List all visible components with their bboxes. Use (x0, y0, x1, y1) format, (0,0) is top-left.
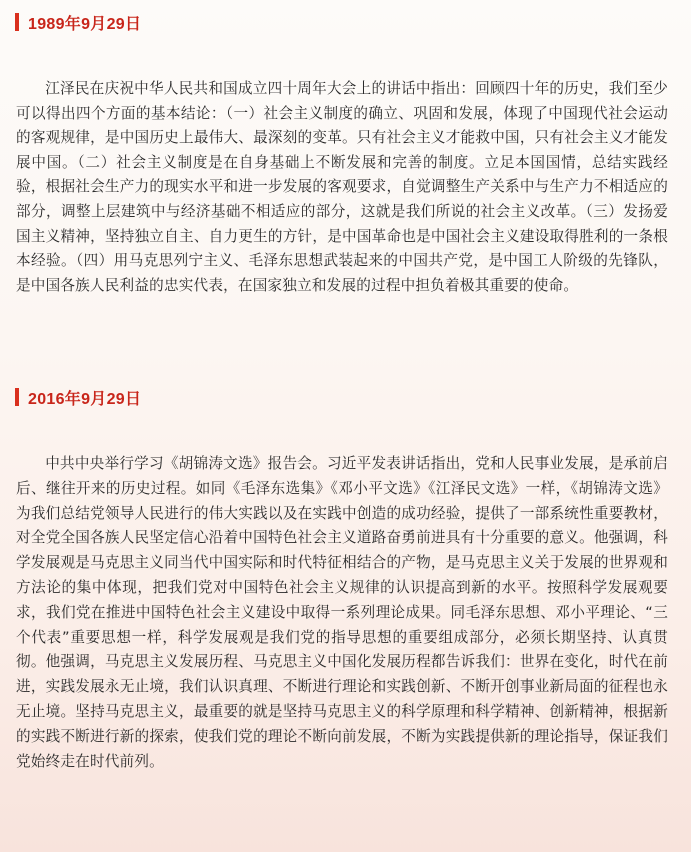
date-heading (0, 375, 691, 419)
date-label: 2016年9月29日 (28, 390, 142, 408)
date-label: 1989年9月29日 (28, 15, 142, 33)
history-entry-1989 (0, 0, 691, 294)
history-entry-2016 (0, 375, 691, 770)
date-heading (0, 0, 691, 44)
accent-bar-icon (15, 13, 19, 31)
accent-bar-icon (15, 388, 19, 406)
entry-paragraph: 中共中央举行学习《胡锦涛文选》报告会。习近平发表讲话指出，党和人民事业发展，是承前启后、继往开来的历史过程。如同《毛泽东选集》《邓小平文选》《江泽民文选》一样，《胡锦涛文选》为我们总结党领导人民进行的伟大实践以及在实践中创造的成功经验，提供了一部系统性重要教材，对全党全国各族人民坚定信心沿着中国特色社会主义道路奋勇前进具有十分重要的意义。他强调，科学发展观是马克思主义同当代中国实际和时代特征相结合的产物，是马克思主义关于发展的世界观和方法论的集中体现，把我们党对中国特色社会主义规律的认识提高到新的水平。按照科学发展观要求，我们党在推进中国特色社会主义建设中取得一系列理论成果。同毛泽东思想、邓小平理论、“三个代表”重要思想一样，科学发展观是我们党的指导思想的重要组成部分，必须长期坚持、认真贯彻。他强调，马克思主义发展历程、马克思主义中国化发展历程都告诉我们：世界在变化，时代在前进，实践发展永无止境，我们认识真理、不断进行理论和实践创新、不断开创事业新局面的征程也永无止境。坚持马克思主义，最重要的就是坚持马克思主义的科学原理和科学精神、创新精神，根据新的实践不断进行新的探索，使我们党的理论不断向前发展，不断为实践提供新的理论指导，保证我们党始终走在时代前列。 (16, 455, 668, 770)
entry-paragraph: 江泽民在庆祝中华人民共和国成立四十周年大会上的讲话中指出：回顾四十年的历史，我们至少可以得出四个方面的基本结论：（一）社会主义制度的确立、巩固和发展，体现了中国现代社会运动的客观规律，是中国历史上最伟大、最深刻的变革。只有社会主义才能救中国，只有社会主义才能发展中国。（二）社会主义制度是在自身基础上不断发展和完善的制度。立足本国国情，总结实践经验，根据社会生产力的现实水平和进一步发展的客观要求，自觉调整生产关系中与生产力不相适应的部分，调整上层建筑中与经济基础不相适应的部分，这就是我们所说的社会主义改革。（三）发扬爱国主义精神，坚持独立自主、自力更生的方针，是中国革命也是中国社会主义建设取得胜利的一条根本经验。（四）用马克思列宁主义、毛泽东思想武装起来的中国共产党，是中国工人阶级的先锋队，是中国各族人民利益的忠实代表，在国家独立和发展的过程中担负着极其重要的使命。 (16, 80, 668, 294)
